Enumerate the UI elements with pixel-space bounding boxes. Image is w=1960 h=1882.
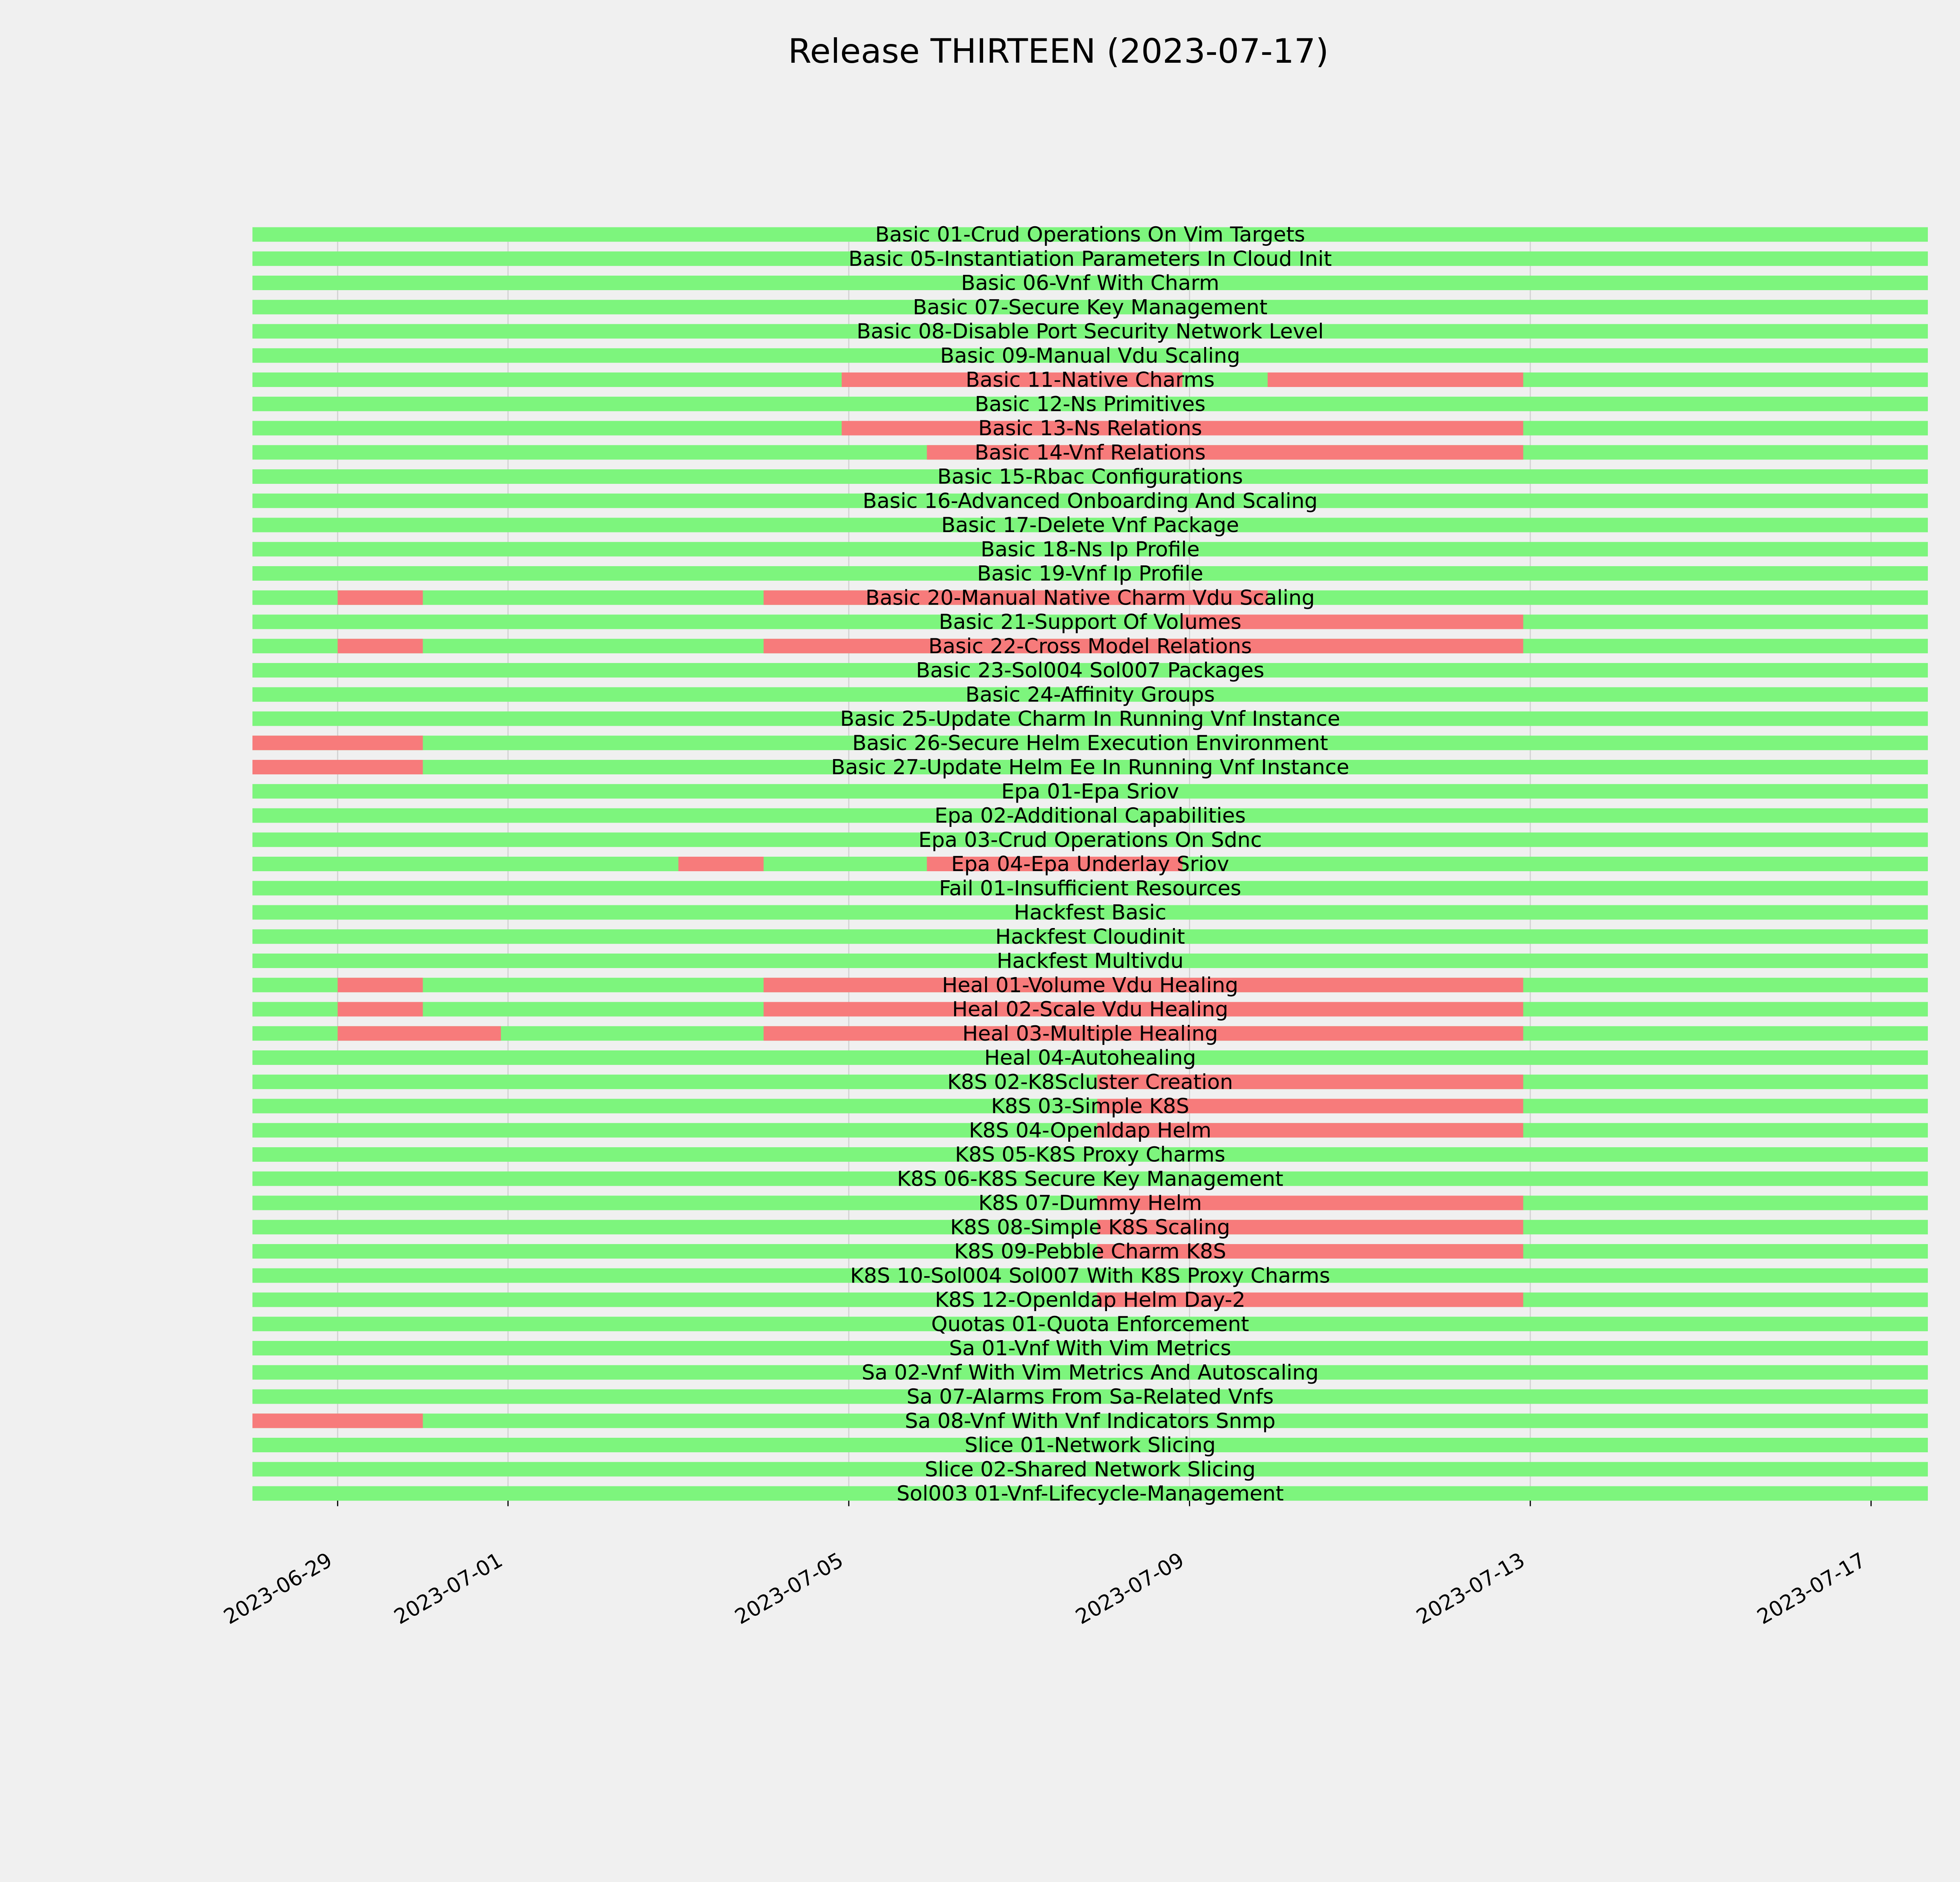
fail-bar-heal-01-volume-vdu-healing-1: [338, 978, 423, 992]
tick-label-2023-07-09: 2023-07-09: [1071, 1548, 1189, 1629]
tick-label-2023-07-05: 2023-07-05: [731, 1548, 848, 1629]
row-label-basic-14-vnf-relations: Basic 14-Vnf Relations: [975, 440, 1206, 465]
row-label-basic-20-manual-native-charm-vdu-scaling: Basic 20-Manual Native Charm Vdu Scaling: [865, 586, 1315, 610]
row-label-k8s-03-simple-k8s: K8S 03-Simple K8S: [991, 1094, 1189, 1118]
row-label-basic-27-update-helm-ee-in-running-vnf-instance: Basic 27-Update Helm Ee In Running Vnf Instance: [831, 755, 1349, 779]
row-label-sa-08-vnf-with-vnf-indicators-snmp: Sa 08-Vnf With Vnf Indicators Snmp: [905, 1409, 1276, 1433]
row-label-sa-07-alarms-from-sa-related-vnfs: Sa 07-Alarms From Sa-Related Vnfs: [906, 1385, 1274, 1409]
row-label-basic-07-secure-key-management: Basic 07-Secure Key Management: [913, 295, 1268, 320]
row-label-basic-15-rbac-configurations: Basic 15-Rbac Configurations: [937, 465, 1243, 489]
tick-label-2023-07-01: 2023-07-01: [390, 1548, 507, 1629]
row-label-basic-25-update-charm-in-running-vnf-instance: Basic 25-Update Charm In Running Vnf Instance: [840, 707, 1340, 731]
row-label-basic-22-cross-model-relations: Basic 22-Cross Model Relations: [928, 634, 1252, 658]
row-label-heal-04-autohealing: Heal 04-Autohealing: [984, 1046, 1196, 1070]
row-label-fail-01-insufficient-resources: Fail 01-Insufficient Resources: [939, 876, 1241, 901]
row-label-basic-17-delete-vnf-package: Basic 17-Delete Vnf Package: [941, 513, 1239, 537]
fail-bar-sa-08-vnf-with-vnf-indicators-snmp-1: [252, 1413, 423, 1428]
row-label-k8s-05-k8s-proxy-charms: K8S 05-K8S Proxy Charms: [955, 1143, 1225, 1167]
row-label-hackfest-basic: Hackfest Basic: [1014, 901, 1167, 925]
row-label-basic-11-native-charms: Basic 11-Native Charms: [965, 368, 1215, 392]
fail-bar-basic-27-update-helm-ee-in-running-vnf-instance-1: [252, 760, 423, 774]
fail-bar-heal-02-scale-vdu-healing-1: [338, 1002, 423, 1017]
row-label-basic-13-ns-relations: Basic 13-Ns Relations: [978, 416, 1202, 440]
row-label-k8s-10-sol004-sol007-with-k8s-proxy-charms: K8S 10-Sol004 Sol007 With K8S Proxy Charms: [850, 1264, 1330, 1288]
tick-label-2023-07-17: 2023-07-17: [1753, 1548, 1870, 1629]
row-label-epa-02-additional-capabilities: Epa 02-Additional Capabilities: [935, 804, 1246, 828]
row-label-basic-12-ns-primitives: Basic 12-Ns Primitives: [975, 392, 1206, 416]
row-label-basic-18-ns-ip-profile: Basic 18-Ns Ip Profile: [980, 537, 1200, 561]
row-label-heal-01-volume-vdu-healing: Heal 01-Volume Vdu Healing: [942, 973, 1238, 997]
x-axis: [220, 1501, 1871, 1629]
fail-bar-basic-22-cross-model-relations-1: [338, 639, 423, 653]
row-label-sol003-01-vnf-lifecycle-management: Sol003 01-Vnf-Lifecycle-Management: [897, 1482, 1284, 1506]
row-label-k8s-04-openldap-helm: K8S 04-Openldap Helm: [969, 1118, 1212, 1143]
row-label-k8s-06-k8s-secure-key-management: K8S 06-K8S Secure Key Management: [897, 1167, 1283, 1191]
row-label-basic-06-vnf-with-charm: Basic 06-Vnf With Charm: [961, 271, 1220, 295]
row-label-slice-02-shared-network-slicing: Slice 02-Shared Network Slicing: [924, 1457, 1256, 1482]
row-label-basic-19-vnf-ip-profile: Basic 19-Vnf Ip Profile: [977, 561, 1203, 586]
row-label-basic-21-support-of-volumes: Basic 21-Support Of Volumes: [938, 610, 1242, 634]
row-label-epa-04-epa-underlay-sriov: Epa 04-Epa Underlay Sriov: [951, 852, 1229, 876]
fail-bar-epa-04-epa-underlay-sriov-1: [679, 857, 764, 871]
row-label-basic-05-instantiation-parameters-in-cloud-init: Basic 05-Instantiation Parameters In Cloud Init: [848, 247, 1332, 271]
tick-label-2023-06-29: 2023-06-29: [220, 1548, 336, 1629]
fail-bar-heal-03-multiple-healing-1: [338, 1026, 501, 1041]
row-label-basic-08-disable-port-security-network-level: Basic 08-Disable Port Security Network Level: [857, 320, 1324, 343]
row-label-sa-02-vnf-with-vim-metrics-and-autoscaling: Sa 02-Vnf With Vim Metrics And Autoscaling: [862, 1361, 1319, 1385]
chart-title: Release THIRTEEN (2023-07-17): [788, 32, 1329, 71]
fail-bar-basic-11-native-charms-2: [1268, 372, 1523, 387]
row-label-basic-01-crud-operations-on-vim-targets: Basic 01-Crud Operations On Vim Targets: [875, 223, 1305, 247]
row-label-sa-01-vnf-with-vim-metrics: Sa 01-Vnf With Vim Metrics: [949, 1336, 1231, 1361]
row-label-quotas-01-quota-enforcement: Quotas 01-Quota Enforcement: [931, 1312, 1249, 1336]
row-label-slice-01-network-slicing: Slice 01-Network Slicing: [964, 1433, 1216, 1457]
row-label-k8s-02-k8scluster-creation: K8S 02-K8Scluster Creation: [947, 1070, 1233, 1094]
row-label-epa-03-crud-operations-on-sdnc: Epa 03-Crud Operations On Sdnc: [918, 828, 1262, 852]
row-label-k8s-07-dummy-helm: K8S 07-Dummy Helm: [978, 1191, 1202, 1215]
row-label-basic-16-advanced-onboarding-and-scaling: Basic 16-Advanced Onboarding And Scaling: [862, 489, 1318, 513]
row-label-k8s-08-simple-k8s-scaling: K8S 08-Simple K8S Scaling: [950, 1215, 1230, 1239]
tick-label-2023-07-13: 2023-07-13: [1412, 1548, 1529, 1629]
fail-bar-basic-26-secure-helm-execution-environment-1: [252, 736, 423, 750]
row-label-k8s-09-pebble-charm-k8s: K8S 09-Pebble Charm K8S: [954, 1239, 1227, 1264]
row-label-hackfest-cloudinit: Hackfest Cloudinit: [995, 925, 1185, 949]
row-label-k8s-12-openldap-helm-day-2: K8S 12-Openldap Helm Day-2: [935, 1288, 1246, 1312]
row-label-heal-02-scale-vdu-healing: Heal 02-Scale Vdu Healing: [952, 997, 1229, 1021]
row-label-basic-24-affinity-groups: Basic 24-Affinity Groups: [965, 683, 1215, 707]
row-label-basic-26-secure-helm-execution-environment: Basic 26-Secure Helm Execution Environment: [852, 731, 1328, 755]
row-label-heal-03-multiple-healing: Heal 03-Multiple Healing: [962, 1021, 1218, 1046]
row-label-hackfest-multivdu: Hackfest Multivdu: [996, 949, 1184, 973]
row-label-basic-23-sol004-sol007-packages: Basic 23-Sol004 Sol007 Packages: [916, 658, 1265, 683]
row-label-basic-09-manual-vdu-scaling: Basic 09-Manual Vdu Scaling: [940, 343, 1240, 368]
fail-bar-basic-20-manual-native-charm-vdu-scaling-1: [338, 590, 423, 605]
row-label-epa-01-epa-sriov: Epa 01-Epa Sriov: [1001, 779, 1179, 804]
